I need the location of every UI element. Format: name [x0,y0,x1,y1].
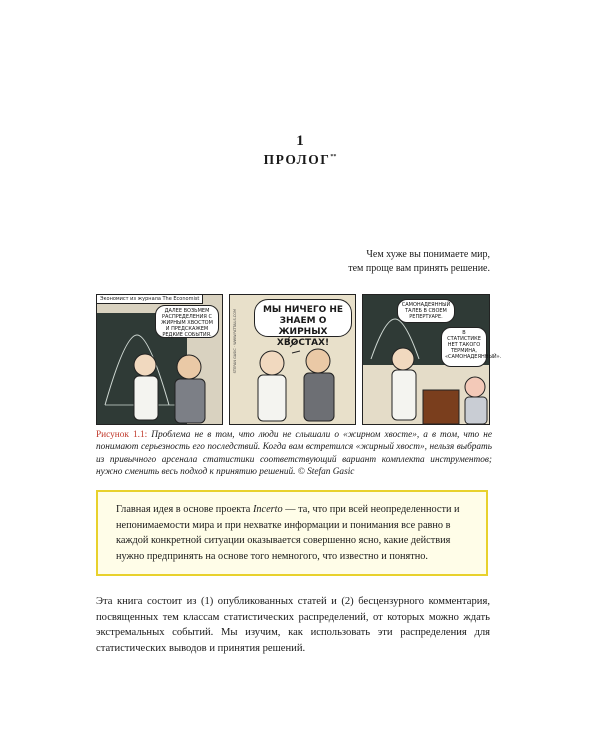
figure-caption [96,429,492,478]
footnote-marker[interactable]: ** [330,154,337,160]
callout-text-before: Главная идея в основе проекта [116,504,253,515]
chapter-number: 1 [296,133,304,149]
epigraph-line-2: тем проще вам принять решение. [348,263,490,274]
body-paragraph: Эта книга состоит из (1) опубликованных статей и (2) бесцензурного комментария, посвященных тем классам статистических распределений, от которых можно ждать экстремальных событий. Мы изучим, как использовать эти распределения для статистических выводов и принятия решений. [96,596,490,654]
figure-label: Рисунок 1.1: [96,430,148,440]
key-idea-callout [96,490,488,576]
panel-1-speech-bubble: ДАЛЕЕ ВОЗЬМЕМ РАСПРЕДЕЛЕНИЯ С ЖИРНЫМ ХВОСТОМ И ПРЕДСКАЖЕМ РЕДКИЕ СОБЫТИЯ. [155,305,219,338]
comic-panel-3 [362,294,502,425]
chapter-title-text: ПРОЛОГ [263,152,331,167]
epigraph-line-1: Чем хуже вы понимаете мир, [366,249,490,260]
epigraph [348,248,490,276]
callout-emphasis: Incerto [252,504,283,515]
panel-2-speech-bubble: МЫ НИЧЕГО НЕ ЗНАЕМ О ЖИРНЫХ ХВОСТАХ! [254,299,352,337]
callout-text [116,502,472,564]
panel-3-speech-bubble-1: САМОНАДЕЯННЫЙ ТАЛЕБ В СВОЕМ РЕПЕРТУАРЕ. [397,299,455,323]
panel-2-side-text: STEFAN GASIC · WWW.FATTAILS.COM [233,309,237,374]
figure-caption-text: Проблема не в том, что люди не слышали о «жирном хвосте», а в том, что не понимают серьезность его последствий. Когда вам встретился «жирный хвост», нельзя выбрать из привычного арсенала статистики соответствующий вариант комплекта инструментов; нужно сменить весь подход к принятию решений. © Stefan Gasic [96,430,493,477]
comic-panel-1 [96,294,223,425]
callout-text-after: — та, что при всей неопределенности и непонимаемости мира и при нехватке информации и понимания все равно в каждой конкретной ситуации оказывается совершенно ясно, какие действия нужно предпринять на основе того немногого, что известно и понятно. [116,504,460,562]
panel-1-caption: Экономист из журнала The Economist [97,295,203,304]
chapter-title [0,152,600,168]
comic-panel-2 [229,294,356,425]
panel-3-speech-bubble-2: В СТАТИСТИКЕ НЕТ ТАКОГО ТЕРМИНА, «САМОНАДЕЯННЫЙ». [441,327,487,367]
